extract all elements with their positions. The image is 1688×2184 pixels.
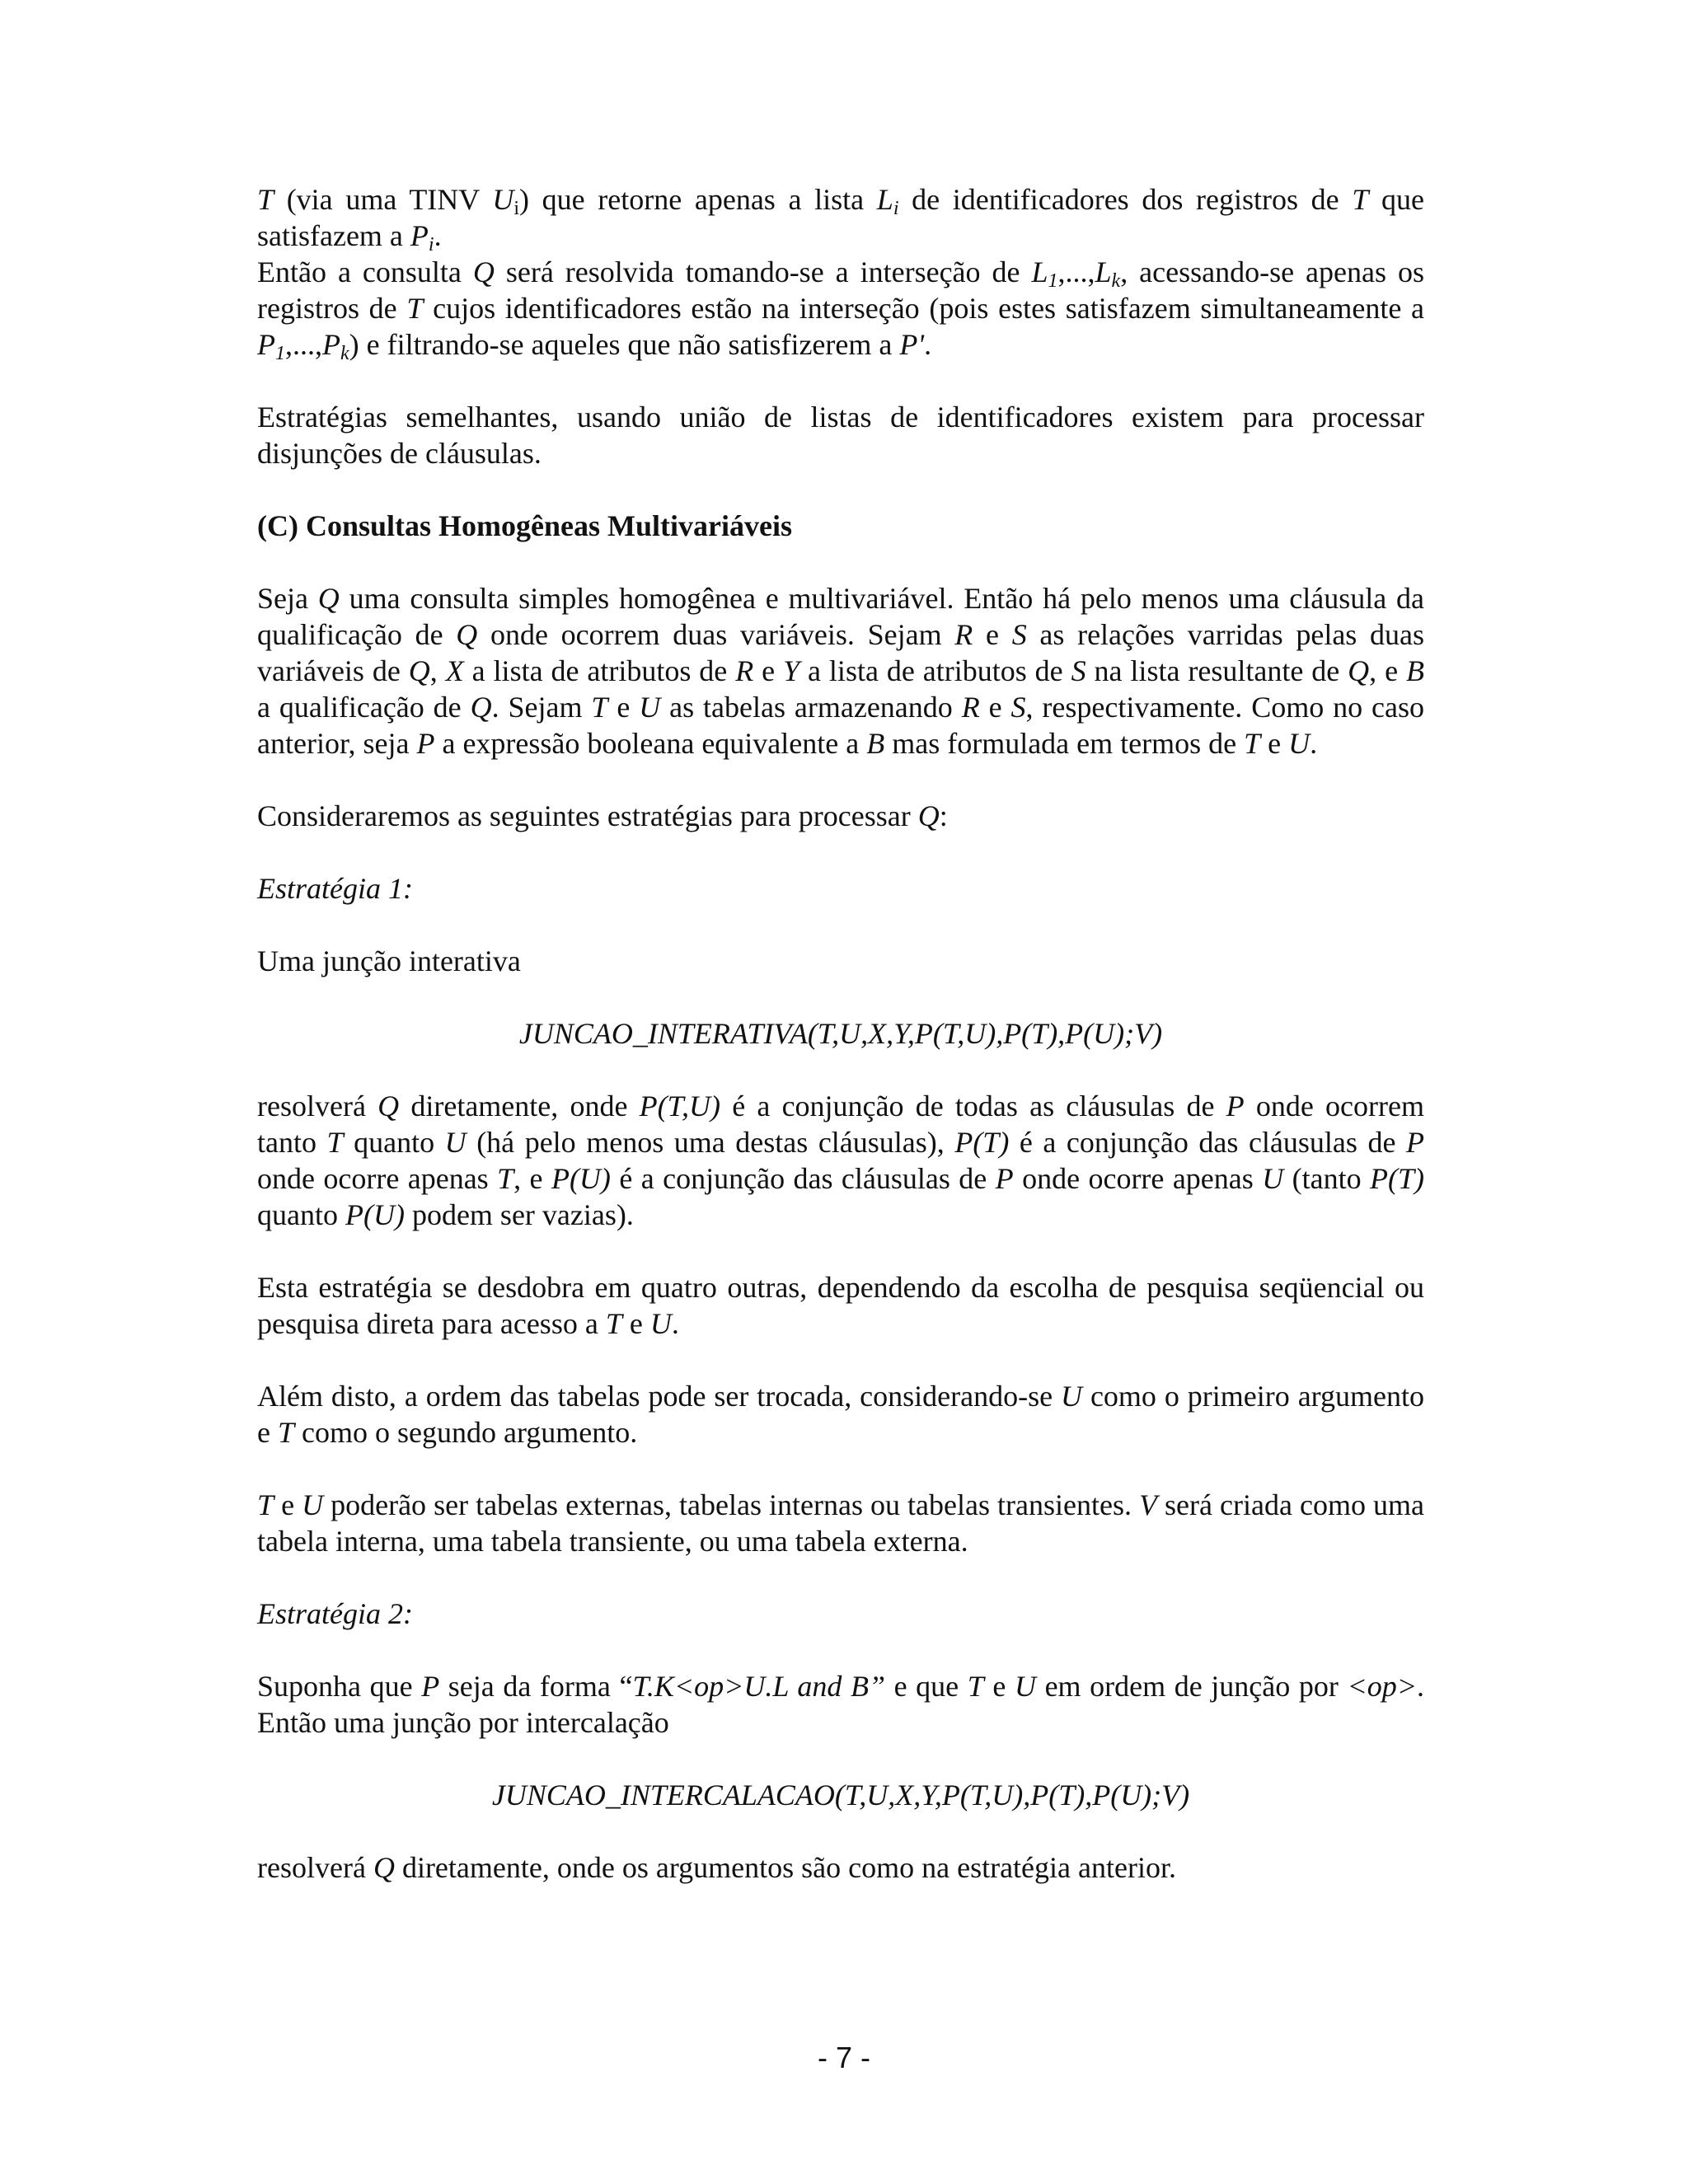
text-run: U: [1061, 1380, 1083, 1413]
text-run: ) que retorne apenas a lista: [518, 183, 877, 216]
paragraph-6: [257, 943, 1424, 979]
text-run: e: [274, 1488, 302, 1521]
text-run: , e: [1369, 654, 1406, 687]
subscript: 1: [275, 343, 285, 364]
body-text: [257, 181, 1424, 1886]
text-run: P: [1406, 1126, 1424, 1159]
text-run: U: [639, 691, 661, 724]
text-run: é a conjunção das cláusulas de: [1009, 1126, 1406, 1159]
text-run: Q: [1348, 654, 1370, 687]
paragraph-7: [257, 1088, 1424, 1233]
text-run: P: [1226, 1090, 1245, 1122]
text-run: P(T,U): [639, 1090, 720, 1122]
text-run: T: [497, 1162, 514, 1195]
text-run: a expressão booleana equivalente a: [434, 727, 867, 760]
text-run: U: [1262, 1162, 1284, 1195]
text-run: diretamente, onde: [399, 1090, 640, 1122]
text-run: P(T): [954, 1126, 1010, 1159]
text-run: T: [257, 183, 274, 216]
text-run: T: [257, 1488, 274, 1521]
text-run: T: [1352, 183, 1369, 216]
text-run: é a conjunção das cláusulas de: [610, 1162, 996, 1195]
text-run: L: [1031, 255, 1048, 288]
text-run: onde ocorre apenas: [257, 1162, 498, 1195]
text-run: T: [406, 292, 424, 325]
text-run: Esta estratégia se desdobra em quatro outras, dependendo da escolha de pesquisa seqüencial ou pesquisa direta para acesso a: [257, 1271, 1424, 1340]
text-run: P: [257, 328, 275, 361]
text-run: S: [1011, 618, 1027, 651]
text-run: , e: [513, 1162, 551, 1195]
paragraph-10: [257, 1487, 1424, 1559]
text-run: . Então uma junção por intercalação: [257, 1670, 1425, 1739]
text-run: T: [967, 1670, 984, 1703]
subscript: i: [513, 198, 519, 219]
heading-text: Estratégia 1:: [257, 872, 413, 905]
paragraph-12: [257, 1849, 1424, 1886]
strategy-2-heading: [257, 1596, 1424, 1632]
text-run: ,...,: [1057, 255, 1095, 288]
heading-text: Estratégia 2:: [257, 1597, 413, 1630]
text-run: Então a consulta: [257, 255, 473, 288]
text-run: U: [492, 183, 514, 216]
text-run: quanto: [257, 1198, 345, 1231]
text-run: Q: [317, 582, 340, 615]
text-run: Q: [408, 654, 430, 687]
text-run: P(T): [1370, 1162, 1424, 1195]
text-run: Q: [470, 691, 492, 724]
text-run: R: [961, 691, 980, 724]
paragraph-4: [257, 580, 1424, 762]
text-run: ,...,: [285, 328, 322, 361]
text-run: Uma junção interativa: [257, 944, 521, 977]
page-number: - 7 -: [817, 2041, 870, 2074]
text-run: Estratégias semelhantes, usando união de listas de identificadores existem para processar disjunções de cláusulas.: [257, 401, 1424, 470]
text-run: .: [924, 328, 932, 361]
text-run: U: [1288, 727, 1311, 760]
text-run: poderão ser tabelas externas, tabelas internas ou tabelas transientes.: [323, 1488, 1140, 1521]
text-run: como o primeiro argumento e: [257, 1380, 1424, 1449]
text-run: que satisfazem a: [257, 183, 1425, 252]
text-run: U: [444, 1126, 467, 1159]
text-run: (via uma TINV: [274, 183, 493, 216]
subscript: i: [893, 198, 899, 219]
text-run: resolverá: [257, 1090, 378, 1122]
text-run: U: [649, 1307, 672, 1340]
text-run: onde ocorrem tanto: [257, 1090, 1424, 1159]
text-run: L: [876, 183, 893, 216]
text-run: P(U): [551, 1162, 611, 1195]
text-run: :: [939, 799, 948, 832]
text-run: P: [322, 328, 340, 361]
text-run: T.K<op>U.L and B”: [632, 1670, 885, 1703]
text-run: .: [434, 219, 442, 252]
subscript: k: [340, 343, 349, 364]
text-run: . Sejam: [491, 691, 592, 724]
text-run: cujos identificadores estão na interseção (pois estes satisfazem simultaneamente a: [423, 292, 1424, 325]
text-run: e: [979, 691, 1011, 724]
text-run: P': [899, 328, 925, 361]
text-run: e: [973, 618, 1012, 651]
text-run: Além disto, a ordem das tabelas pode ser trocada, considerando-se: [257, 1380, 1062, 1413]
text-run: será criada como uma tabela interna, uma tabela transiente, ou uma tabela externa.: [257, 1488, 1424, 1558]
text-run: ,: [429, 654, 446, 687]
text-run: (há pelo menos uma destas cláusulas),: [466, 1126, 955, 1159]
text-run: como o segundo argumento.: [294, 1416, 638, 1449]
text-run: Suponha que: [257, 1670, 422, 1703]
text-run: , respectivamente. Como no caso anterior, seja: [257, 691, 1425, 760]
text-run: Q: [377, 1090, 400, 1122]
text-run: R: [954, 618, 973, 651]
text-run: uma consulta simples homogênea e multivariável. Então há pelo menos uma cláusula da qualificação de: [257, 582, 1424, 651]
formula-text: JUNCAO_INTERCALACAO(T,U,X,Y,P(T,U),P(T),P(U);V): [491, 1779, 1190, 1811]
text-run: T: [605, 1307, 622, 1340]
text-run: Q: [472, 255, 495, 288]
text-run: Q: [456, 618, 478, 651]
text-run: U: [302, 1488, 324, 1521]
formula-juncao-interativa: [257, 1015, 1424, 1052]
text-run: Y: [783, 654, 800, 687]
text-run: U: [1014, 1670, 1036, 1703]
text-run: onde ocorre apenas: [1013, 1162, 1263, 1195]
subscript: i: [428, 234, 434, 255]
text-run: T: [326, 1126, 344, 1159]
text-run: P: [410, 219, 429, 252]
text-run: e: [621, 1307, 650, 1340]
paragraph-1: [257, 181, 1424, 254]
text-run: em ordem de junção por: [1035, 1670, 1348, 1703]
text-run: <op>: [1347, 1670, 1418, 1703]
subscript: k: [1111, 270, 1121, 292]
paragraph-3: [257, 399, 1424, 471]
text-run: S: [1010, 691, 1026, 724]
text-run: na lista resultante de: [1085, 654, 1348, 687]
text-run: T: [277, 1416, 295, 1449]
strategy-1-heading: [257, 870, 1424, 907]
text-run: diretamente, onde os argumentos são como na estratégia anterior.: [394, 1851, 1176, 1884]
text-run: Seja: [257, 582, 318, 615]
heading-text: (C) Consultas Homogêneas Multivariáveis: [257, 509, 792, 542]
text-run: X: [445, 654, 464, 687]
paragraph-2: [257, 254, 1424, 363]
text-run: P: [995, 1162, 1014, 1195]
text-run: L: [1095, 255, 1112, 288]
text-run: é a conjunção de todas as cláusulas de: [720, 1090, 1226, 1122]
text-run: T: [591, 691, 608, 724]
paragraph-11: [257, 1668, 1424, 1741]
paragraph-8: [257, 1269, 1424, 1342]
subscript: 1: [1048, 270, 1058, 292]
text-run: .: [1310, 727, 1318, 760]
text-run: R: [735, 654, 754, 687]
text-run: Consideraremos as seguintes estratégias para processar: [257, 799, 918, 832]
text-run: ) e filtrando-se aqueles que não satisfizerem a: [349, 328, 900, 361]
text-run: a lista de atributos de: [799, 654, 1071, 687]
text-run: resolverá: [257, 1851, 373, 1884]
text-run: e: [1260, 727, 1289, 760]
text-run: e: [753, 654, 784, 687]
text-run: .: [671, 1307, 679, 1340]
formula-juncao-intercalacao: [257, 1777, 1424, 1813]
text-run: onde ocorrem duas variáveis. Sejam: [477, 618, 955, 651]
text-run: B: [866, 727, 885, 760]
section-heading: [257, 508, 1424, 544]
text-run: V: [1139, 1488, 1158, 1521]
text-run: (tanto: [1283, 1162, 1370, 1195]
text-run: e: [983, 1670, 1015, 1703]
text-run: quanto: [343, 1126, 445, 1159]
text-run: e que: [885, 1670, 968, 1703]
text-run: S: [1071, 654, 1086, 687]
text-run: P: [421, 1670, 440, 1703]
paragraph-5: [257, 798, 1424, 834]
text-run: e: [607, 691, 640, 724]
text-run: P: [416, 727, 435, 760]
paragraph-9: [257, 1378, 1424, 1451]
text-run: a qualificação de: [257, 691, 471, 724]
text-run: B: [1405, 654, 1424, 687]
text-run: P(U): [345, 1198, 405, 1231]
text-run: as tabelas armazenando: [660, 691, 962, 724]
text-run: de identificadores dos registros de: [898, 183, 1353, 216]
text-run: T: [1244, 727, 1261, 760]
text-run: a lista de atributos de: [463, 654, 736, 687]
formula-text: JUNCAO_INTERATIVA(T,U,X,Y,P(T,U),P(T),P(U);V): [518, 1017, 1163, 1050]
text-run: mas formulada em termos de: [884, 727, 1245, 760]
text-run: as relações varridas pelas duas variáveis de: [257, 618, 1424, 687]
text-run: podem ser vazias).: [404, 1198, 634, 1231]
text-run: será resolvida tomando-se a interseção de: [494, 255, 1032, 288]
text-run: Q: [373, 1851, 395, 1884]
text-run: , acessando-se apenas os registros de: [257, 255, 1424, 325]
text-run: seja da forma “: [439, 1670, 633, 1703]
text-run: Q: [917, 799, 940, 832]
